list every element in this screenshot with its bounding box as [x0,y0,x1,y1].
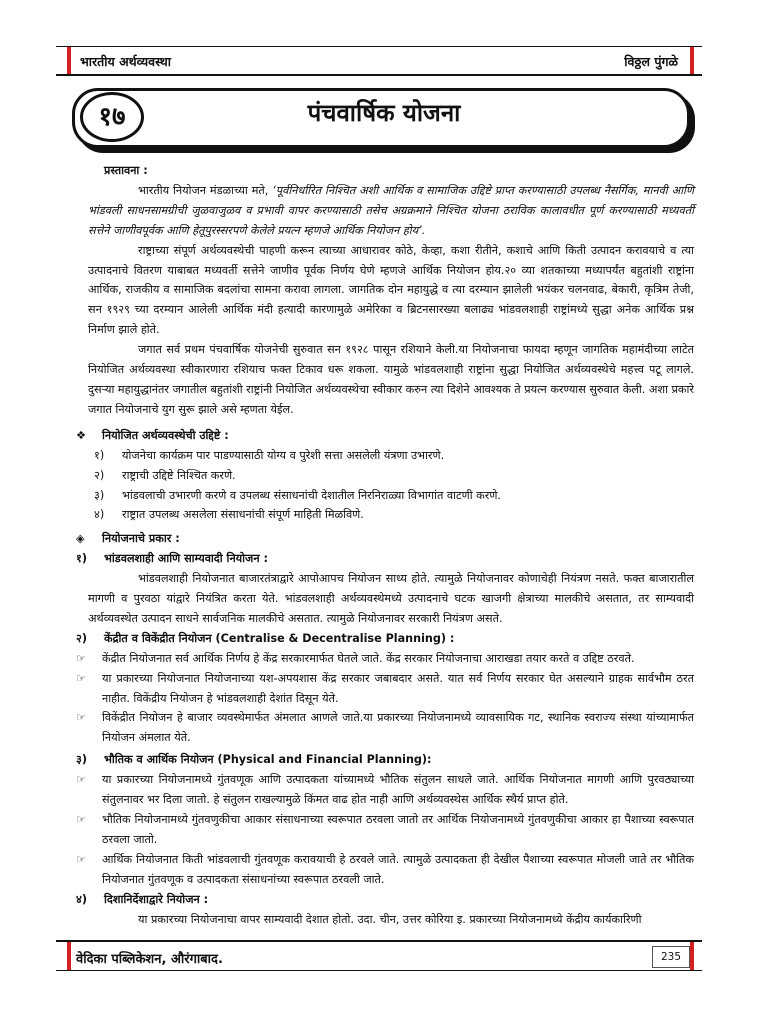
list-item-text: योजनेचा कार्यक्रम पार पाडण्यासाठी योग्य व पुरेशी सत्ता असलेली यंत्रणा उभारणे. [122,448,445,462]
chapter-title: पंचवार्षिक योजना [307,99,461,127]
section-number: ४) [76,892,87,906]
frame-top-rule [56,46,702,47]
diamond-bullet-icon: ❖ [76,428,87,442]
intro-paragraph-2: राष्ट्राच्या संपूर्ण अर्थव्यवस्थेची पाहणी करून त्याच्या आधारावर कोठे, केव्हा, कशा रीतीने, कशाचे आणि किती उत्पादन करावयाचे व त्या उत्पादनाचे वितरण याबाबत मध्यवर्ती सत्तेने जाणीव पूर्वक निर्णय घेणे म्हणजे आर्थिक नियोजन होय.२० व्या शतकाच्या मध्यापर्यंत बहुतांशी राष्ट्रांना आर्थिक, राजकीय व सामाजिक बदलांचा सामना करावा लागला. जागतिक दोन महायुद्धे व त्या दरम्यान झालेली भयंकर चलनवाढ, बेकारी, कृत्रिम तेजी, सन १९२९ च्या दरम्यान आलेली आर्थिक मंदी हत्यादी कारणामुळे अमेरिका व ब्रिटनसारख्या बलाढ्य भांडवलशाही राष्ट्रांमध्ये सुद्धा अनेक आर्थिक प्रश्न निर्माण झाले होते. [88,243,694,337]
list-item-number: २) [94,468,105,482]
section-number: ३) [76,753,87,767]
page-body [76,160,695,929]
pointing-hand-icon: ☞ [76,711,86,725]
frame-right-red-line-bottom [690,942,694,970]
types-heading-row [76,529,694,549]
list-item [94,466,694,486]
bullet-text: या प्रकारच्या नियोजनात नियोजनाच्या यश-अपयशास केंद्र सरकार जबाबदार असते. यात सर्व निर्णय सरकार घेत असल्याने ग्राहक सार्वभौम ठरत नाहीत. विकेंद्रीय नियोजन हे भांडवलशाही देशांत दिसून येते. [102,671,694,705]
section-1-heading-row [76,549,694,569]
intro-lead: भारतीय नियोजन मंडळाच्या मते, [138,183,269,197]
pointing-hand-icon: ☞ [76,813,86,826]
section-1-title: भांडवलशाही आणि साम्यवादी नियोजन : [104,552,268,566]
list-item [94,486,694,506]
bullet-item [76,810,694,850]
intro-paragraph-1 [88,181,694,241]
pointing-hand-icon: ☞ [76,671,86,685]
publisher-name: वेदिका पब्लिकेशन, औरंगाबाद. [76,952,223,967]
bullet-text: केंद्रीत नियोजनात सर्व आर्थिक निर्णय हे केंद्र सरकारमार्फत घेतले जाते. केंद्र सरकार नियोजनाचा आराखडा तयार करते व उद्दिष्ट ठरवते. [102,651,635,665]
pointing-hand-icon: ☞ [76,852,86,866]
section-number: २) [76,631,87,645]
bullet-text: आर्थिक नियोजनात किती भांडवलाची गुंतवणूक करावयाची हे ठरवले जाते. त्यामुळे उत्पादकता ही देखील पैशाच्या स्वरूपात मोजली जाते तर भौतिक नियोजनात गुंतवणूक व उत्पादकता संसाधनांच्या स्वरूपात ठरवली जाते. [102,852,694,886]
section-2-heading-row [76,629,694,649]
section-4-text: या प्रकारच्या नियोजनाचा वापर साम्यवादी देशात होतो. उदा. चीन, उत्तर कोरिया इ. प्रकारच्या नियोजनामध्ये केंद्रीय कार्यकारिणी [138,912,642,926]
list-item [94,505,694,525]
bullet-item [76,649,694,669]
footer-rule [56,940,702,942]
list-item-number: ४) [94,508,105,522]
intro-paragraph-3: जगात सर्व प्रथम पंचवार्षिक योजनेची सुरुवात सन १९२८ पासून रशियाने केली.या नियोजनाचा फायदा म्हणून जागतिक महामंदीच्या लाटेत नियोजित अर्थव्यवस्था स्वीकारणारा रशियाच फक्त टिकाव धरू शकला. यामुळे भांडवलशाही राष्ट्रांना सुद्धा नियोजित अर्थव्यवस्थेचे महत्त्व पटू लागले. दुसऱ्या महायुद्धानंतर जगातील बहुतांशी राष्ट्रांनी नियोजित अर्थव्यवस्थेचा स्वीकार करुन त्या दिशेने आवश्यक ते प्रयत्न करण्यास सुरुवात केली. अशा प्रकारे जगात नियोजनाचे युग सुरू झाले असे म्हणता येईल. [88,343,694,416]
pointing-hand-icon: ☞ [76,651,86,665]
header-rule [56,74,702,76]
bullet-text: भौतिक नियोजनामध्ये गुंतवणुकीचा आकार संसाधनाच्या स्वरूपात ठरवला जातो तर आर्थिक नियोजनामध्ये गुंतवणुकीचा आकार हा पैशाच्या स्वरूपात ठरवला जातो. [102,813,694,846]
types-heading: नियोजनाचे प्रकार : [102,532,180,546]
section-4-title: दिशानिर्देशाद्वारे नियोजन : [104,892,209,906]
pointing-hand-icon: ☞ [76,773,86,787]
intro-heading: प्रस्तावना : [104,164,148,177]
objectives-heading: नियोजित अर्थव्यवस्थेची उद्दिष्टे : [102,428,229,442]
bullet-item [76,669,694,709]
page-number: 235 [652,946,690,968]
bullet-item [76,850,694,890]
list-item-text: राष्ट्राची उद्दिष्टे निश्चित करणे. [122,468,236,482]
list-item [94,446,694,466]
section-4-heading-row [76,890,694,910]
list-item-text: भांडवलाची उभारणी करणे व उपलब्ध संसाधनांची देशातील निरनिराळ्या विभागांत वाटणी करणे. [122,488,501,502]
chapter-number: १७ [80,92,144,142]
bullet-item [76,708,694,748]
section-2-title: केंद्रीत व विकेंद्रीत नियोजन (Centralise & Decentralise Planning) : [104,631,455,645]
bullet-item [76,770,694,810]
frame-left-red-line-bottom [67,942,71,970]
diamond-outline-icon: ◈ [76,532,85,546]
section-1-text: भांडवलशाही नियोजनात बाजारतंत्राद्वारे आपोआपच नियोजन साध्य होते. त्यामुळे नियोजनावर कोणाचेही नियंत्रण नसते. फक्त बाजारातील मागणी व पुरवठा यांद्वारे नियंत्रित करता येते. भांडवलशाही अर्थव्यवस्थेमध्ये उत्पादनाचे घटक खाजगी क्षेत्राच्या मालकीचे असतात, तर साम्यवादी अर्थव्यवस्थेत उत्पादन साधने सार्वजनिक मालकीचे असतात. त्यामुळे नियोजनावर सरकारी नियंत्रण असते. [88,572,694,625]
planning-definition-quote: ‘पूर्वनिर्धारित निश्चित अशी आर्थिक व सामाजिक उद्दिष्टे प्राप्त करण्यासाठी उपलब्ध नैसर्गिक, मानवी आणि भांडवली साधनसामग्रीची जुळवाजुळव व प्रभावी वापर करण्यासाठी तसेच अग्रक्रमाने निश्चित योजना ठराविक कालावधीत पूर्ण करण्यासाठी मध्यवर्ती सत्तेने जाणीवपूर्वक आणि हेतूपुरस्सरपणे केलेले प्रयत्न म्हणजे आर्थिक नियोजन होय’. [88,183,695,237]
list-item-number: ३) [94,488,105,502]
page-header [56,49,702,73]
objectives-list [88,446,694,526]
list-item-number: १) [94,448,105,462]
author-name: विठ्ठल पुंगळे [624,54,678,69]
bullet-text: या प्रकारच्या नियोजनामध्ये गुंतवणूक आणि उत्पादकता यांच्यामध्ये भौतिक संतुलन साधले जाते. आर्थिक नियोजनात मागणी आणि पुरवठ्याच्या संतुलनावर भर दिला जातो. हे संतुलन राखल्यामुळे किंमत वाढ होत नाही आणि अर्थव्यवस्थेस आर्थिक स्थैर्य प्राप्त होते. [102,773,694,807]
section-number: १) [76,552,87,566]
section-3-heading-row [76,750,694,770]
section-3-title: भौतिक व आर्थिक नियोजन (Physical and Financial Planning): [104,753,432,767]
book-title: भारतीय अर्थव्यवस्था [80,54,171,69]
list-item-text: राष्ट्रात उपलब्ध असलेला संसाधनांची संपूर्ण माहिती मिळविणे. [122,508,364,522]
objectives-heading-row [76,426,694,446]
frame-bottom-rule [56,970,702,971]
bullet-text: विकेंद्रीत नियोजन हे बाजार व्यवस्थेमार्फत अंमलात आणले जाते.या प्रकारच्या नियोजनामध्ये व्यावसायिक गट, स्थानिक स्वराज्य संस्था यांच्यामार्फत नियोजन अंमलात येते. [102,711,694,745]
